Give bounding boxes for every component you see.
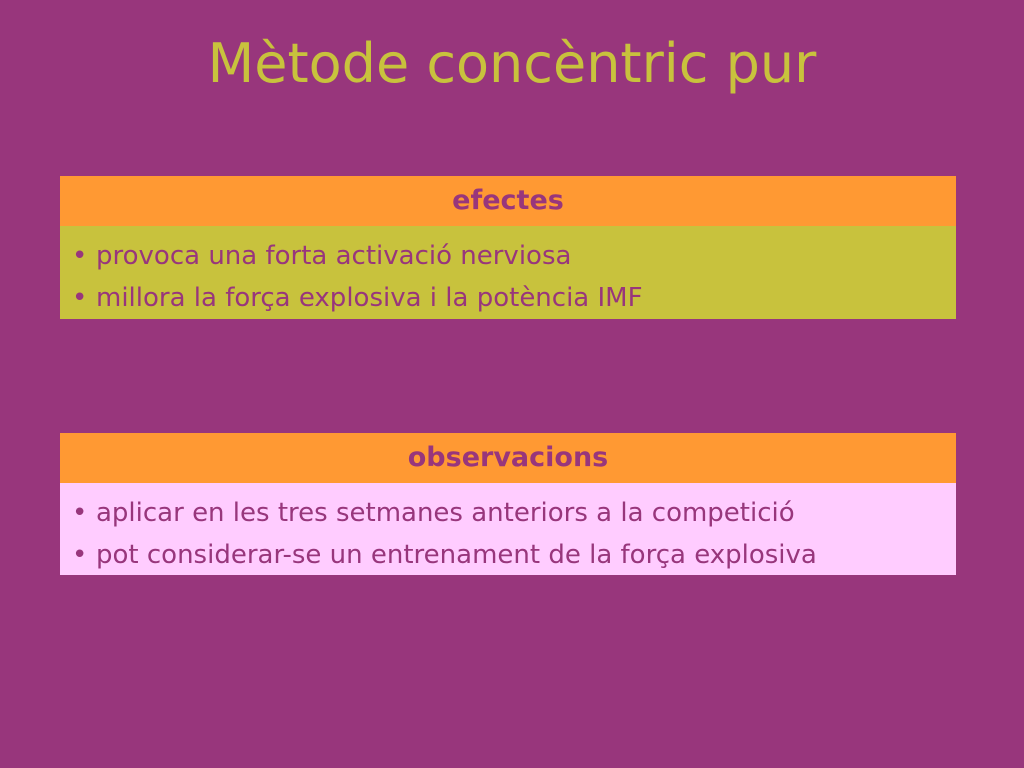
observacions-header: observacions: [60, 433, 956, 483]
list-item: • pot considerar-se un entrenament de la força explosiva: [72, 534, 944, 576]
efectes-header: efectes: [60, 176, 956, 226]
observacions-panel: [60, 433, 956, 575]
efectes-panel: [60, 176, 956, 319]
efectes-body: [60, 226, 956, 319]
list-item: • millora la força explosiva i la potència IMF: [72, 277, 944, 319]
list-item: • aplicar en les tres setmanes anteriors a la competició: [72, 492, 944, 534]
observacions-body: [60, 483, 956, 575]
observacions-list: [72, 492, 944, 576]
slide-title: Mètode concèntric pur: [207, 32, 817, 95]
efectes-list: [72, 235, 944, 319]
list-item: • provoca una forta activació nerviosa: [72, 235, 944, 277]
